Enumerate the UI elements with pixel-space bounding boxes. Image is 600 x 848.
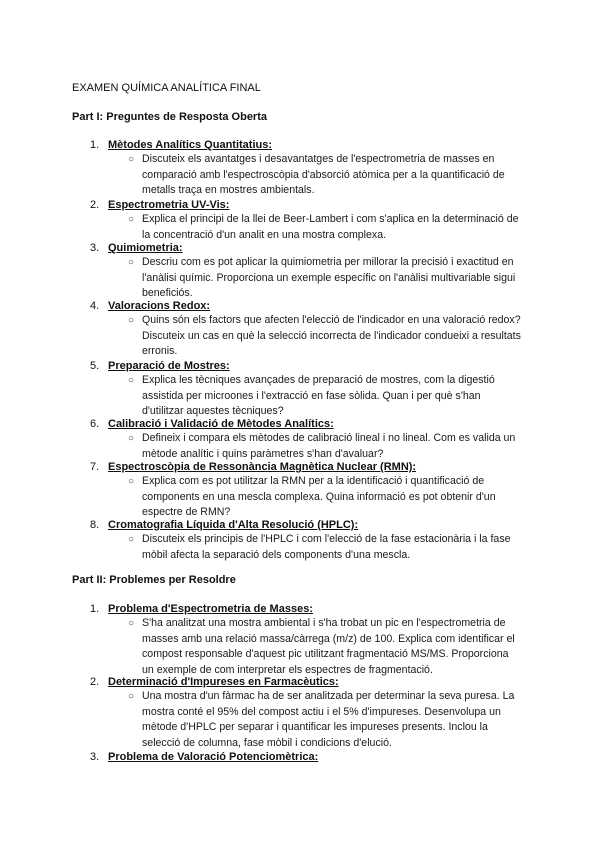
question-title: Determinació d'Impureses en Farmacèutics:: [108, 676, 339, 688]
question-title: Problema d'Espectrometria de Masses:: [108, 603, 313, 615]
part1-question-7: [90, 460, 540, 521]
bullet-icon: ○: [128, 375, 135, 386]
question-number: 1.: [90, 603, 100, 615]
question-text: Defineix i compara els mètodes de calibració lineal i no lineal. Com es valida un mètode analític i quins paràmetres s'han d'avaluar?: [142, 432, 516, 460]
question-text: Discuteix els avantatges i desavantatges de l'espectrometria de masses en comparació amb l'espectroscòpia d'absorció atòmica per a la quantificació de metalls traça en mostres ambientals.: [142, 153, 505, 196]
question-title: Problema de Valoració Potenciomètrica:: [108, 751, 319, 763]
bullet-icon: ○: [128, 476, 135, 487]
question-number: 7.: [90, 461, 100, 473]
document-title: EXAMEN QUÍMICA ANALÍTICA FINAL: [72, 82, 261, 94]
question-number: 4.: [90, 300, 100, 312]
question-number: 3.: [90, 242, 100, 254]
question-number: 6.: [90, 418, 100, 430]
question-number: 2.: [90, 676, 100, 688]
question-text: Discuteix els principis de l'HPLC i com l'elecció de la fase estacionària i la fase mòbil afecta la separació dels components d'una mescla.: [142, 533, 511, 561]
part1-question-5: [90, 359, 540, 420]
question-number: 5.: [90, 360, 100, 372]
question-text: Explica el principi de la llei de Beer-Lambert i com s'aplica en la determinació de la concentració d'un analit en una mostra complexa.: [142, 213, 519, 241]
question-title: Espectroscòpia de Ressonància Magnètica Nuclear (RMN):: [108, 461, 417, 473]
bullet-icon: ○: [128, 691, 135, 702]
bullet-icon: ○: [128, 214, 135, 225]
part2-question-3: [90, 750, 540, 764]
part2-heading: Part II: Problemes per Resoldre: [72, 574, 236, 586]
part1-question-6: [90, 417, 540, 462]
part1-question-3: [90, 241, 540, 302]
part1-heading: Part I: Preguntes de Resposta Oberta: [72, 111, 267, 123]
question-number: 1.: [90, 139, 100, 151]
question-title: Mètodes Analítics Quantitatius:: [108, 139, 273, 151]
bullet-icon: ○: [128, 154, 135, 165]
question-text: Descriu com es pot aplicar la quimiometria per millorar la precisió i exactitud en l'anàlisi químic. Proporciona un exemple específic on l'anàlisi multivariable sigui beneficiós.: [142, 256, 516, 299]
part1-question-2: [90, 198, 540, 243]
question-title: Cromatografia Líquida d'Alta Resolució (HPLC):: [108, 519, 359, 531]
bullet-icon: ○: [128, 257, 135, 268]
bullet-icon: ○: [128, 618, 135, 629]
question-text: Explica les tècniques avançades de preparació de mostres, com la digestió assistida per microones i l'extracció en fase sòlida. Quan i per què s'han d'utilitzar aquestes tècniques?: [142, 374, 495, 417]
bullet-icon: ○: [128, 433, 135, 444]
question-text: S'ha analitzat una mostra ambiental i s'ha trobat un pic en l'espectrometria de masses amb una relació massa/càrrega (m/z) de 100. Explica com identificar el compost responsable d'aquest pic utilitzant fragmentació MS/MS. Proporciona un exemple de com interpretar els espectres de fragmentació.: [142, 617, 515, 676]
question-title: Quimiometria:: [108, 242, 183, 254]
part1-question-4: [90, 299, 540, 360]
question-text: Una mostra d'un fàrmac ha de ser analitzada per determinar la seva puresa. La mostra conté el 95% del compost actiu i el 5% d'impureses. Desenvolupa un mètode d'HPLC per separar i quantificar les impureses presents. Inclou la selecció de columna, fase mòbil i condicions d'elució.: [142, 690, 515, 749]
question-text: Explica com es pot utilitzar la RMN per a la identificació i quantificació de components en una mescla complexa. Quina informació es pot obtenir d'un espectre de RMN?: [142, 475, 496, 518]
question-text: Quins són els factors que afecten l'elecció de l'indicador en una valoració redox? Discuteix un cas en què la selecció incorrecta de l'indicador condueixi a resultats erronis.: [142, 314, 521, 357]
question-number: 2.: [90, 199, 100, 211]
question-title: Valoracions Redox:: [108, 300, 211, 312]
question-title: Calibració i Validació de Mètodes Analítics:: [108, 418, 334, 430]
part1-question-1: [90, 138, 540, 199]
bullet-icon: ○: [128, 534, 135, 545]
part2-question-1: [90, 602, 540, 678]
part1-question-8: [90, 518, 540, 563]
question-title: Preparació de Mostres:: [108, 360, 230, 372]
question-number: 3.: [90, 751, 100, 763]
part2-question-2: [90, 675, 540, 751]
question-title: Espectrometria UV-Vis:: [108, 199, 230, 211]
question-number: 8.: [90, 519, 100, 531]
bullet-icon: ○: [128, 315, 135, 326]
